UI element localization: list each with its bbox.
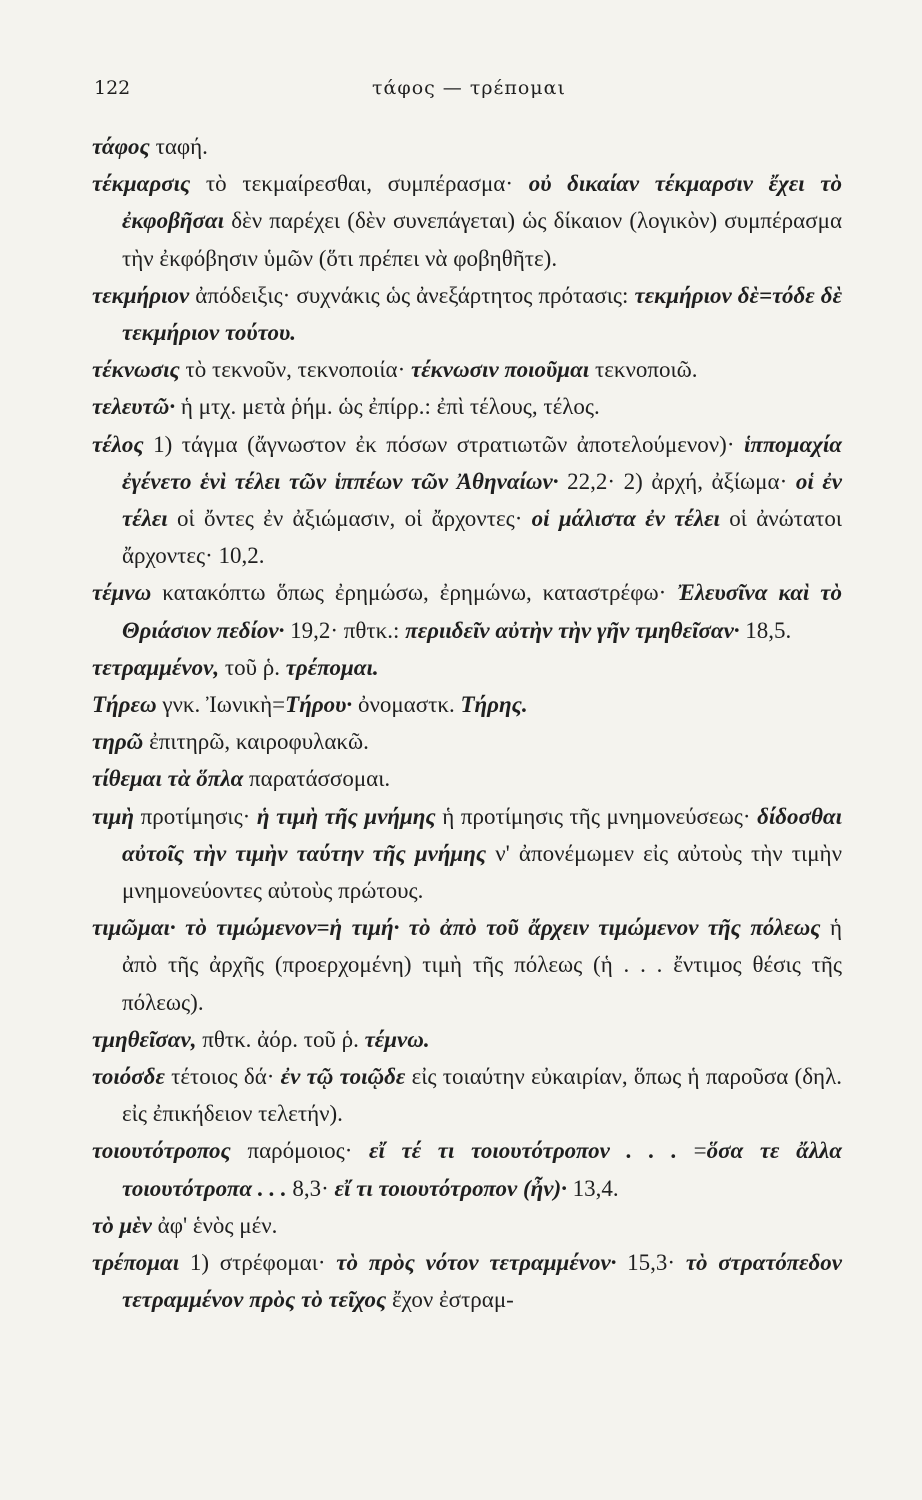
citation: Τήρης. <box>460 692 528 718</box>
page-header <box>94 68 844 108</box>
citation: Τήρου· <box>285 692 353 718</box>
headword: τὸ μὲν <box>92 1212 152 1238</box>
glossary-entry: Τήρεω γνκ. Ἰωνικὴ=Τήρου· ὀνομαστκ. Τήρης. <box>92 692 528 718</box>
citation: εἴ τέ τι τοιουτότροπον . . . <box>369 1138 677 1164</box>
glossary-entry: τοιόσδε τέτοιος δά· ἐν τῷ τοιῷδε εἰς τοιαύτην εὐκαιρίαν, ὅπως ἡ παροῦσα (δηλ. εἰς ἐπικήδειον τελετήν). <box>92 1064 842 1127</box>
headword: τμηθεῖσαν, <box>92 1026 197 1052</box>
citation: ἱππομαχία ἐγένετο ἑνὶ τέλει τῶν ἱππέων τῶν Ἀθηναίων· <box>122 431 842 494</box>
citation: τὸ τιμώμενον=ἡ τιμή· τὸ ἀπὸ τοῦ ἄρχειν τιμώμενον τῆς πόλεως <box>185 915 821 941</box>
headword: τελευτῶ· <box>92 394 176 420</box>
headword: τέκνωσις <box>92 357 180 383</box>
glossary-entry: τέλος 1) τάγμα (ἄγνωστον ἐκ πόσων στρατιωτῶν ἀποτελούμενον)· ἱππομαχία ἐγένετο ἑνὶ τέλει τῶν ἱππέων τῶν Ἀθηναίων· 22,2· 2) ἀρχή, ἀξίωμα· οἱ ἐν τέλει οἱ ὄντες ἐν ἀξιώμασιν, οἱ ἄρχοντες· οἱ μάλιστα ἐν τέλει οἱ ἀνώτατοι ἄρχοντες· 10,2. <box>92 431 843 569</box>
citation: τέκνωσιν ποιοῦμαι <box>410 357 590 383</box>
glossary-entry: τέκμαρσις τὸ τεκμαίρεσθαι, συμπέρασμα· οὐ δικαίαν τέκμαρσιν ἔχει τὸ ἐκφοβῆσαι δὲν παρέχει (δὲν συνεπάγεται) ὡς δίκαιον (λογικὸν) συμπέρασμα τὴν ἐκφόβησιν ὑμῶν (ὅτι πρέπει νὰ φοβηθῆτε). <box>92 171 843 271</box>
headword: τέλος <box>92 431 144 457</box>
glossary-entry: τηρῶ ἐπιτηρῶ, καιροφυλακῶ. <box>92 729 369 755</box>
citation: εἴ τι τοιουτότροπον (ἦν)· <box>334 1175 567 1201</box>
headword: τιμῶμαι· <box>92 915 176 941</box>
citation: δίδοσθαι αὐτοῖς τὴν τιμὴν ταύτην τῆς μνήμης <box>122 803 842 866</box>
glossary-entry: τμηθεῖσαν, πθτκ. ἀόρ. τοῦ ῥ. τέμνω. <box>92 1026 430 1052</box>
glossary-entry: τεκμήριον ἀπόδειξις· συχνάκις ὡς ἀνεξάρτητος πρότασις: τεκμήριον δὲ=τόδε δὲ τεκμήριον τούτου. <box>92 282 842 346</box>
glossary-entry: τετραμμένον, τοῦ ῥ. τρέπομαι. <box>92 654 379 680</box>
citation: περιιδεῖν αὐτὴν τὴν γῆν τμηθεῖσαν· <box>405 617 740 643</box>
headword: τάφος <box>92 134 150 159</box>
headword: τετραμμένον, <box>92 654 220 680</box>
citation: ὅσα τε ἄλλα τοιουτότροπα . . . <box>122 1138 842 1201</box>
citation: οἱ ἐν τέλει <box>122 468 842 532</box>
citation: τὸ πρὸς νότον τετραμμένον· <box>336 1250 617 1276</box>
page-number: 122 <box>94 77 131 99</box>
glossary-entry: τιμὴ προτίμησις· ἡ τιμὴ τῆς μνήμης ἡ προτίμησις τῆς μνημονεύσεως· δίδοσθαι αὐτοῖς τὴν τιμὴν ταύτην τῆς μνήμης ν' ἀπονέμωμεν εἰς αὐτοὺς τὴν τιμὴν μνημονεύοντες αὐτοὺς πρώτους. <box>92 803 842 904</box>
headword: τοιουτότροπος <box>92 1138 231 1164</box>
citation: Ἐλευσῖνα καὶ τὸ Θριάσιον πεδίον· <box>122 580 842 643</box>
glossary-entry: τάφος ταφή. <box>92 134 208 159</box>
glossary-entry: τέμνω κατακόπτω ὅπως ἐρημώσω, ἐρημώνω, καταστρέφω· Ἐλευσῖνα καὶ τὸ Θριάσιον πεδίον· 19,2· πθτκ.: περιιδεῖν αὐτὴν τὴν γῆν τμηθεῖσαν· 18,5. <box>92 580 842 643</box>
glossary-entry: τελευτῶ· ἡ μτχ. μετὰ ῥήμ. ὡς ἐπίρρ.: ἐπὶ τέλους, τέλος. <box>92 394 600 420</box>
citation: τεκμήριον δὲ=τόδε δὲ τεκμήριον τούτου. <box>122 282 842 346</box>
glossary-entry: τιμῶμαι· τὸ τιμώμενον=ἡ τιμή· τὸ ἀπὸ τοῦ ἄρχειν τιμώμενον τῆς πόλεως ἡ ἀπὸ τῆς ἀρχῆς (προερχομένη) τιμὴ τῆς πόλεως (ἡ . . . ἔντιμος θέσις τῆς πόλεως). <box>92 915 842 1015</box>
headword: τέκμαρσις <box>92 171 191 197</box>
running-head: τάφος — τρέπομαι <box>372 77 566 99</box>
headword: τέμνω <box>92 580 152 606</box>
glossary-body <box>92 128 842 1319</box>
citation: ἡ τιμὴ τῆς μνήμης <box>256 803 436 829</box>
cross-reference: τρέπομαι. <box>285 654 379 680</box>
citation: τὸ στρατόπεδον τετραμμένον πρὸς τὸ τεῖχος <box>122 1250 842 1313</box>
headword: τιμὴ <box>92 803 135 829</box>
glossary-entry: τέκνωσις τὸ τεκνοῦν, τεκνοποιία· τέκνωσιν ποιοῦμαι τεκνοποιῶ. <box>92 357 698 383</box>
headword: Τήρεω <box>92 692 157 718</box>
glossary-entry: τοιουτότροπος παρόμοιος· εἴ τέ τι τοιουτότροπον . . . =ὅσα τε ἄλλα τοιουτότροπα . . . 8,3· εἴ τι τοιουτότροπον (ἦν)· 13,4. <box>92 1138 842 1201</box>
headword: τεκμήριον <box>92 282 190 308</box>
glossary-entry: τίθεμαι τὰ ὅπλα παρατάσσομαι. <box>92 766 391 792</box>
citation: οὐ δικαίαν τέκμαρσιν ἔχει τὸ ἐκφοβῆσαι <box>122 171 843 234</box>
headword: τρέπομαι <box>92 1250 180 1276</box>
glossary-entry: τρέπομαι 1) στρέφομαι· τὸ πρὸς νότον τετραμμένον· 15,3· τὸ στρατόπεδον τετραμμένον πρὸς τὸ τεῖχος ἔχον ἐστραμ- <box>92 1250 842 1313</box>
cross-reference: τέμνω. <box>364 1026 430 1052</box>
citation: ἐν τῷ τοιῷδε <box>280 1064 406 1090</box>
citation: οἱ μάλιστα ἐν τέλει <box>531 506 720 532</box>
headword: τίθεμαι τὰ ὅπλα <box>92 766 244 792</box>
headword: τηρῶ <box>92 729 144 755</box>
headword: τοιόσδε <box>92 1064 165 1090</box>
glossary-entry: τὸ μὲν ἀφ' ἑνὸς μέν. <box>92 1212 278 1238</box>
